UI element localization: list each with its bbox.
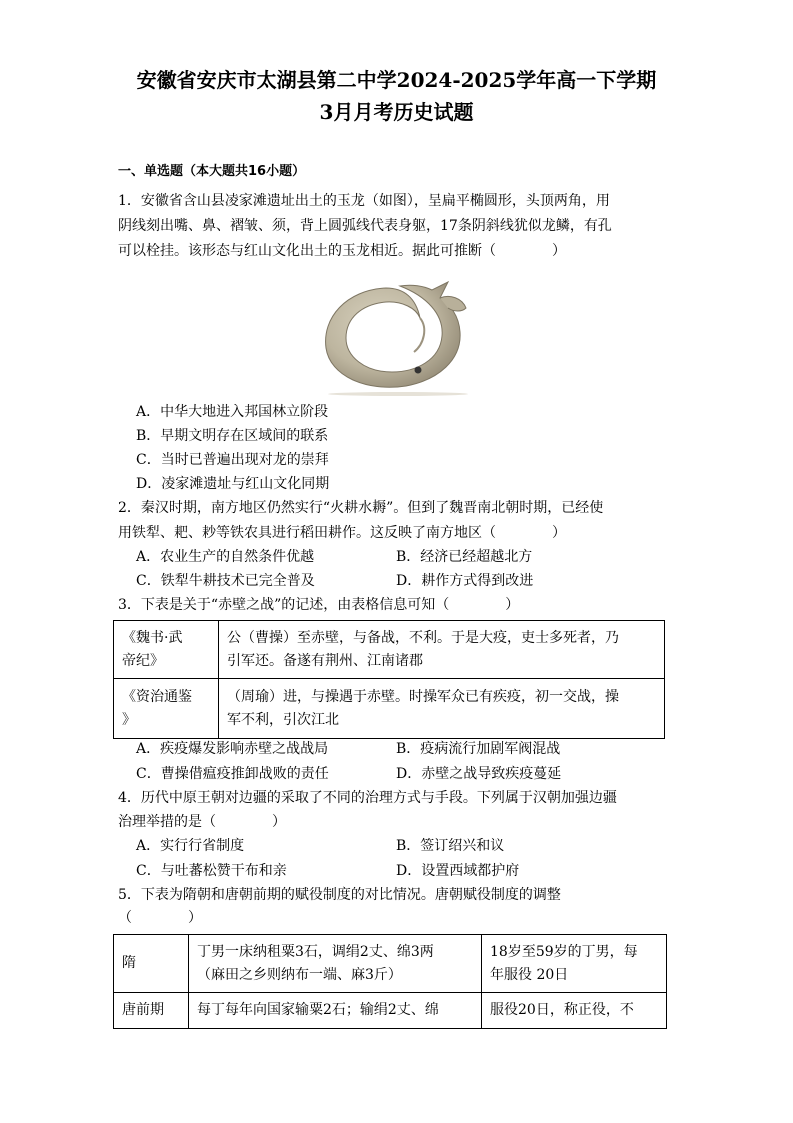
q5-labor-cell	[482, 993, 667, 1029]
jade-dragon-icon	[316, 268, 474, 396]
table-row	[114, 679, 665, 739]
q3-source-cell	[114, 679, 219, 739]
q5-labor-text: 18岁至59岁的丁男，每	[490, 943, 638, 960]
q2-stem-line: 2．秦汉时期，南方地区仍然实行“火耕水耨”。但到了魏晋南北朝时期，已经使	[118, 500, 604, 516]
q3-record-text: 引军还。备遂有荆州、江南诸郡	[227, 652, 423, 669]
q5-table	[113, 934, 667, 1029]
q3-record-text: 军不利，引次江北	[227, 711, 339, 728]
section-heading: 一、单选题（本大题共16小题）	[118, 164, 306, 179]
q3-option-b[interactable]: B．疫病流行加剧军阀混战	[396, 741, 561, 757]
q3-source-text: 》	[122, 711, 136, 728]
q3-option-d[interactable]: D．赤壁之战导致疾疫蔓延	[396, 766, 562, 782]
q1-option-b[interactable]: B．早期文明存在区域间的联系	[136, 428, 329, 444]
q4-stem-line: 4．历代中原王朝对边疆的采取了不同的治理方式与手段。下列属于汉朝加强边疆	[118, 790, 617, 806]
q4-option-b[interactable]: B．签订绍兴和议	[396, 838, 505, 854]
q2-option-b[interactable]: B．经济已经超越北方	[396, 549, 533, 565]
q5-tax-text: 丁男一床纳租粟3石，调绢2丈、绵3两	[197, 943, 434, 960]
q3-source-text: 《资治通鉴	[122, 688, 192, 705]
q3-text-cell	[219, 621, 665, 679]
q2-stem-line: 用铁犁、耙、耖等铁农具进行稻田耕作。这反映了南方地区（ ）	[118, 525, 566, 541]
q3-option-c[interactable]: C．曹操借瘟疫推卸战败的责任	[136, 766, 329, 782]
q3-source-cell	[114, 621, 219, 679]
q1-option-d[interactable]: D．凌家滩遗址与红山文化同期	[136, 476, 330, 492]
q5-dynasty-cell: 唐前期	[114, 993, 189, 1029]
q3-record-text: 公（曹操）至赤壁，与备战，不利。于是大疫，吏士多死者，乃	[227, 629, 619, 646]
q4-stem-line: 治理举措的是（ ）	[118, 814, 286, 830]
q5-stem-line: 5．下表为隋朝和唐朝前期的赋役制度的对比情况。唐朝赋役制度的调整	[118, 887, 561, 903]
q5-dynasty-cell: 隋	[114, 935, 189, 993]
q3-text-cell	[219, 679, 665, 739]
table-row	[114, 621, 665, 679]
q5-labor-cell	[482, 935, 667, 993]
q5-labor-text: 服役20日，称正役，不	[490, 1002, 634, 1018]
q4-option-d[interactable]: D．设置西域都护府	[396, 863, 520, 879]
q2-option-a[interactable]: A．农业生产的自然条件优越	[136, 549, 315, 565]
q5-tax-cell	[189, 993, 482, 1029]
q2-option-d[interactable]: D．耕作方式得到改进	[396, 573, 534, 589]
exam-title-line2: 3月月考历史试题	[319, 100, 474, 124]
q5-stem-line: （ ）	[118, 910, 202, 926]
q3-stem-line: 3．下表是关于“赤壁之战”的记述，由表格信息可知（ ）	[118, 597, 520, 613]
q3-table	[113, 620, 665, 739]
table-row	[114, 935, 667, 993]
q3-source-text: 帝纪》	[122, 652, 164, 669]
q1-stem-line: 可以栓挂。该形态与红山文化出土的玉龙相近。据此可推断（ ）	[118, 243, 566, 259]
q3-record-text: （周瑜）进，与操遇于赤壁。时操军众已有疾疫，初一交战，操	[227, 688, 619, 705]
exam-title-line1: 安徽省安庆市太湖县第二中学2024-2025学年高一下学期	[136, 68, 657, 92]
q1-stem-line: 阴线刻出嘴、鼻、褶皱、须，背上圆弧线代表身躯，17条阴斜线犹似龙鳞，有孔	[118, 218, 612, 234]
q5-labor-text: 年服役 20日	[490, 966, 569, 983]
q4-option-c[interactable]: C．与吐蕃松赞干布和亲	[136, 863, 287, 879]
q5-tax-text: （麻田之乡则纳布一端、麻3斤）	[197, 966, 402, 983]
q5-tax-cell	[189, 935, 482, 993]
q1-option-a[interactable]: A．中华大地进入邦国林立阶段	[136, 404, 329, 420]
q5-tax-text: 每丁每年向国家输粟2石；输绢2丈、绵	[197, 1002, 439, 1018]
table-row	[114, 993, 667, 1029]
q2-option-c[interactable]: C．铁犁牛耕技术已完全普及	[136, 573, 315, 589]
q4-option-a[interactable]: A．实行行省制度	[136, 838, 245, 854]
q3-source-text: 《魏书·武	[122, 629, 183, 646]
q1-option-c[interactable]: C．当时已普遍出现对龙的崇拜	[136, 452, 329, 468]
q1-stem-line: 1．安徽省含山县凌家滩遗址出土的玉龙（如图），呈扁平椭圆形，头顶两角，用	[118, 193, 610, 209]
q3-option-a[interactable]: A．疾疫爆发影响赤壁之战战局	[136, 741, 329, 757]
